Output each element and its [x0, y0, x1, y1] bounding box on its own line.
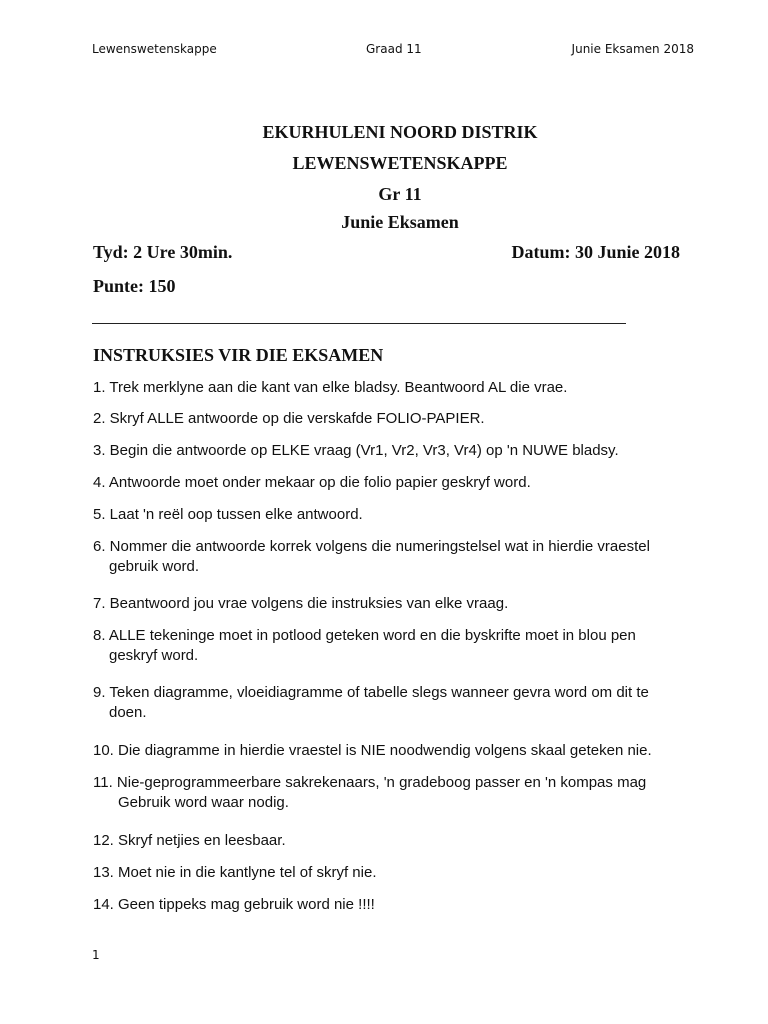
title-district: EKURHULENI NOORD DISTRIK — [262, 122, 538, 142]
instruction-item — [93, 683, 693, 723]
instruction-item — [93, 594, 693, 614]
instruction-text-continued: geskryf word. — [109, 647, 199, 664]
instruction-text: 14. Geen tippeks mag gebruik word nie !!!! — [93, 896, 375, 913]
instruction-text: 7. Beantwoord jou vrae volgens die instruksies van elke vraag. — [93, 595, 509, 612]
page-number: 1 — [92, 948, 100, 962]
instruction-text: 13. Moet nie in die kantlyne tel of skryf nie. — [93, 864, 377, 881]
instruction-item — [93, 505, 693, 525]
title-subject: LEWENSWETENSKAPPE — [292, 153, 508, 173]
exam-date: Datum: 30 Junie 2018 — [511, 242, 680, 262]
instructions-heading: INSTRUKSIES VIR DIE EKSAMEN — [93, 345, 384, 365]
exam-marks: Punte: 150 — [93, 276, 176, 296]
instruction-item — [93, 441, 693, 461]
instruction-text-continued: doen. — [109, 704, 147, 721]
instruction-item — [93, 626, 693, 666]
instruction-item — [93, 773, 693, 813]
instruction-text: 5. Laat 'n reël oop tussen elke antwoord. — [93, 506, 363, 523]
title-grade: Gr 11 — [378, 184, 422, 204]
separator-line — [92, 323, 626, 324]
instruction-item — [93, 537, 693, 577]
instruction-text-continued: Gebruik word waar nodig. — [118, 794, 289, 811]
instruction-text: 1. Trek merklyne aan die kant van elke bladsy. Beantwoord AL die vrae. — [93, 379, 568, 396]
instruction-text: 2. Skryf ALLE antwoorde op die verskafde FOLIO-PAPIER. — [93, 410, 485, 427]
title-exam: Junie Eksamen — [341, 212, 459, 232]
instruction-text: 10. Die diagramme in hierdie vraestel is NIE noodwendig volgens skaal geteken nie. — [93, 742, 652, 759]
instruction-item — [93, 378, 693, 398]
instruction-item — [93, 863, 693, 883]
instruction-text: 9. Teken diagramme, vloeidiagramme of tabelle slegs wanneer gevra word om dit te — [93, 684, 649, 701]
instruction-text: 3. Begin die antwoorde op ELKE vraag (Vr1, Vr2, Vr3, Vr4) op 'n NUWE bladsy. — [93, 442, 619, 459]
header-grade: Graad 11 — [366, 42, 422, 56]
header-subject: Lewenswetenskappe — [92, 42, 217, 56]
instruction-text: 4. Antwoorde moet onder mekaar op die folio papier geskryf word. — [93, 474, 531, 491]
instruction-item — [93, 741, 693, 761]
instruction-item — [93, 409, 693, 429]
instruction-text-continued: gebruik word. — [109, 558, 200, 575]
instruction-text: 12. Skryf netjies en leesbaar. — [93, 832, 286, 849]
exam-time: Tyd: 2 Ure 30min. — [93, 242, 233, 262]
instruction-text: 6. Nommer die antwoorde korrek volgens die numeringstelsel wat in hierdie vraestel — [93, 538, 650, 555]
instruction-item — [93, 895, 693, 915]
instruction-item — [93, 831, 693, 851]
instruction-item — [93, 473, 693, 493]
instruction-text: 8. ALLE tekeninge moet in potlood geteken word en die byskrifte moet in blou pen — [93, 627, 636, 644]
header-exam: Junie Eksamen 2018 — [571, 42, 694, 56]
instruction-text: 11. Nie-geprogrammeerbare sakrekenaars, 'n gradeboog passer en 'n kompas mag — [93, 774, 647, 791]
